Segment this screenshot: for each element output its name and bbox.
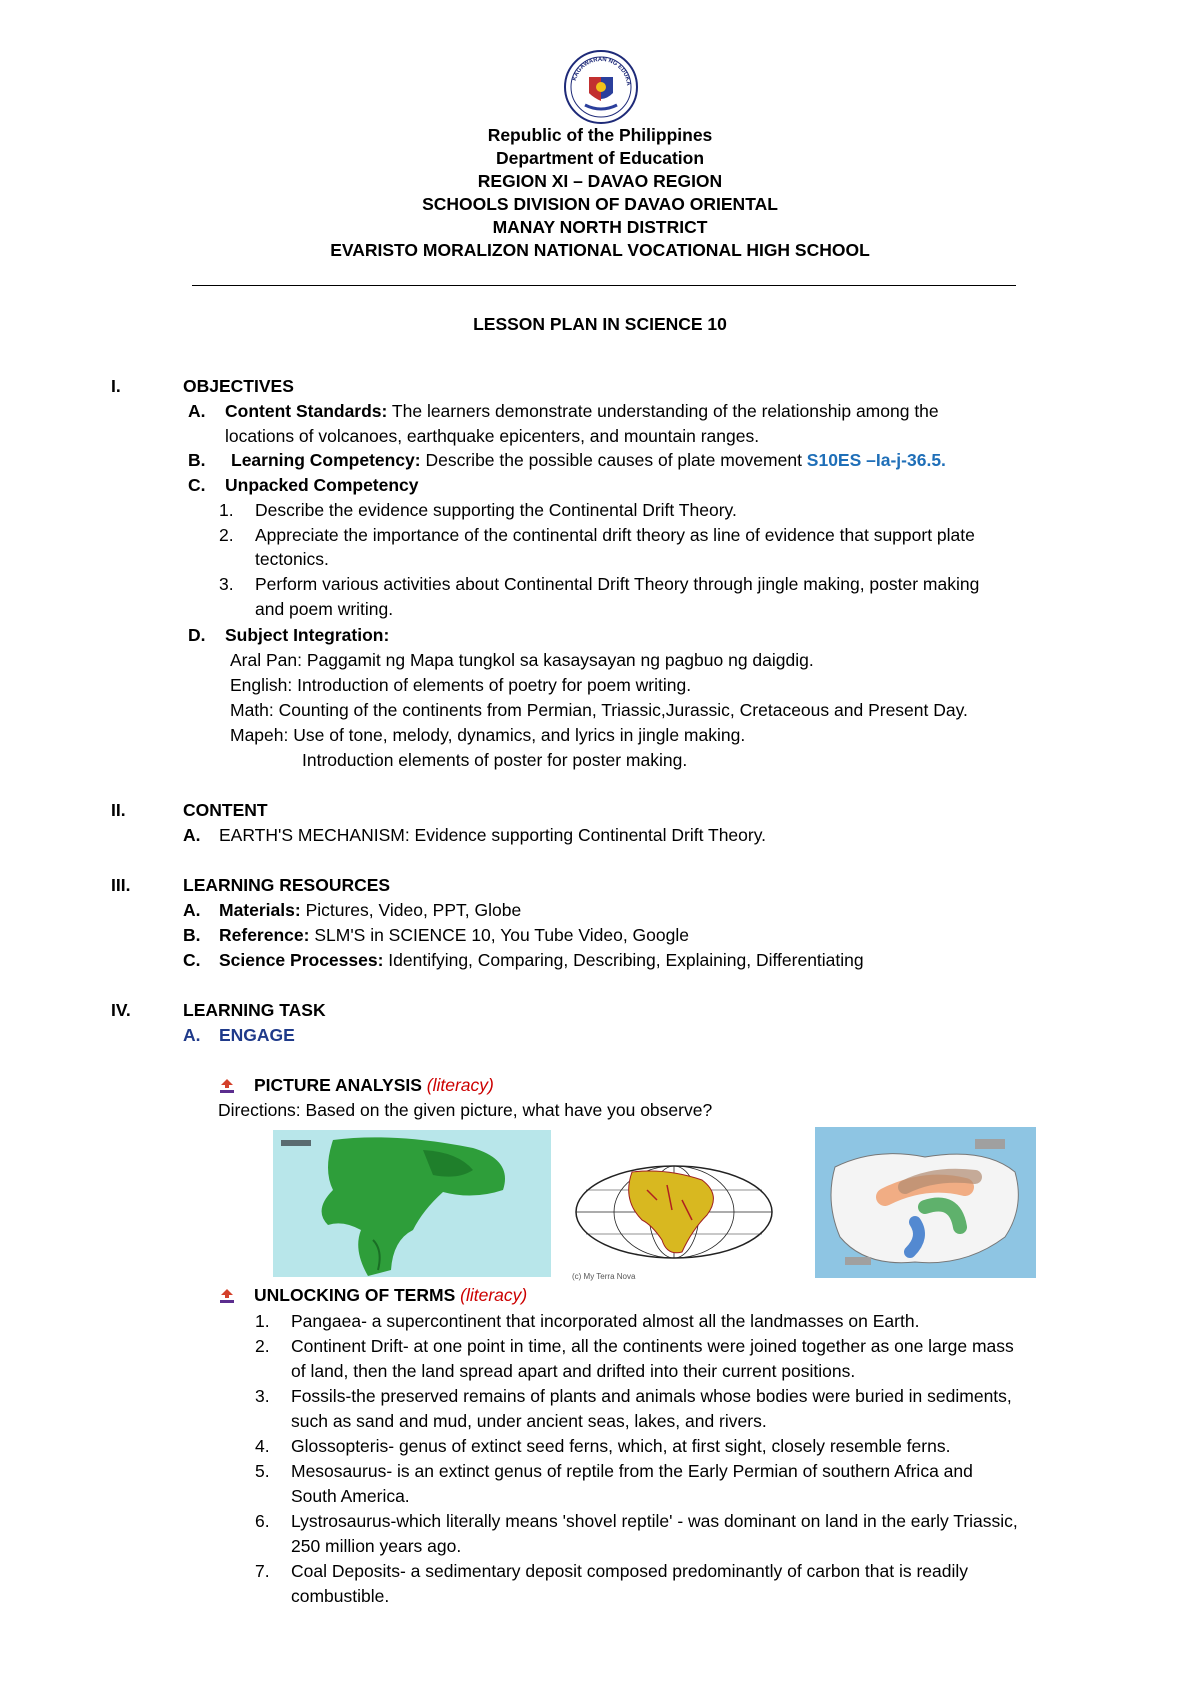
unpacked-competency-label: Unpacked Competency [225,475,419,495]
svg-text:KAGAWARAN NG EDUKASYON: KAGAWARAN NG EDUKA [571,56,632,87]
term-text: Pangaea- a supercontinent that incorporated almost all the landmasses on Earth. [291,1311,920,1331]
integration-line: Introduction elements of poster for poster making. [302,750,688,770]
term-num: 2. [255,1336,270,1356]
engage-letter: A. [183,1025,201,1045]
term-text: Glossopteris- genus of extinct seed ferns, which, at first sight, closely resemble ferns. [291,1436,951,1456]
term-text-cont: such as sand and mud, under ancient seas, lakes, and rivers. [291,1411,767,1431]
world-projection-image [572,1160,777,1270]
picture-analysis-label: PICTURE ANALYSIS [254,1075,422,1095]
fossil-distribution-image [815,1127,1036,1278]
term-text: Continent Drift- at one point in time, all the continents were joined together as one large mass [291,1336,1014,1356]
objective-b-line [231,449,946,472]
term-text-cont: of land, then the land spread apart and drifted into their current positions. [291,1361,856,1381]
term-num: 7. [255,1561,270,1581]
arrow-bullet-icon [218,1077,236,1095]
picture-analysis-heading [254,1074,494,1097]
objective-a-line2: locations of volcanoes, earthquake epicenters, and mountain ranges. [225,426,760,446]
content-standards-label: Content Standards: [225,401,388,421]
objective-a-line1 [225,400,939,423]
term-num: 6. [255,1511,270,1531]
header-line-district: MANAY NORTH DISTRICT [492,217,708,237]
header-divider [192,285,1016,286]
resource-letter: C. [183,950,201,970]
engage-label: ENGAGE [219,1025,295,1045]
resource-letter: B. [183,925,201,945]
header-line-department: Department of Education [495,148,705,168]
resource-text: SLM'S in SCIENCE 10, You Tube Video, Google [309,925,689,945]
header-line-region: REGION XI – DAVAO REGION [477,171,723,191]
subject-integration-label: Subject Integration: [225,625,390,645]
deped-seal-logo [563,49,639,125]
objective-c-letter: C. [188,475,206,495]
resource-line [219,924,689,947]
content-a-text: EARTH'S MECHANISM: Evidence supporting Continental Drift Theory. [219,825,767,845]
term-text-cont: combustible. [291,1586,390,1606]
image-caption: (c) My Terra Nova [572,1272,636,1281]
document-title: LESSON PLAN IN SCIENCE 10 [473,314,727,334]
learning-competency-text: Describe the possible causes of plate movement [420,450,807,470]
term-num: 4. [255,1436,270,1456]
term-num: 5. [255,1461,270,1481]
picture-analysis-directions: Directions: Based on the given picture, what have you observe? [218,1100,713,1120]
unpacked-item-num: 3. [219,574,234,594]
term-text-cont: 250 million years ago. [291,1536,462,1556]
term-text-cont: South America. [291,1486,410,1506]
resource-line [219,949,864,972]
unpacked-item-text: Perform various activities about Continental Drift Theory through jingle making, poster making [255,574,980,594]
term-text: Mesosaurus- is an extinct genus of reptile from the Early Permian of southern Africa and [291,1461,973,1481]
section-heading-task: LEARNING TASK [183,1000,326,1020]
section-heading-objectives: OBJECTIVES [183,376,294,396]
resource-label: Science Processes: [219,950,384,970]
competency-code: S10ES –Ia-j-36.5. [806,450,946,470]
term-num: 3. [255,1386,270,1406]
objective-b-letter: B. [188,450,206,470]
unpacked-item-text-cont: and poem writing. [255,599,394,619]
unpacked-item-text-cont: tectonics. [255,549,329,569]
resource-text: Pictures, Video, PPT, Globe [300,900,522,920]
integration-line: Mapeh: Use of tone, melody, dynamics, and lyrics in jingle making. [230,725,746,745]
integration-line: English: Introduction of elements of poetry for poem writing. [230,675,692,695]
section-num-task: IV. [111,1000,131,1020]
header-line-republic: Republic of the Philippines [487,125,713,145]
term-text: Fossils-the preserved remains of plants and animals whose bodies were buried in sediments, [291,1386,1012,1406]
term-text: Lystrosaurus-which literally means 'shovel reptile' - was dominant on land in the early Triassic, [291,1511,1018,1531]
header-line-school: EVARISTO MORALIZON NATIONAL VOCATIONAL HIGH SCHOOL [330,240,870,260]
content-standards-text: The learners demonstrate understanding of the relationship among the [387,401,939,421]
section-num-content: II. [111,800,126,820]
unpacked-item-text: Appreciate the importance of the continental drift theory as line of evidence that support plate [255,525,975,545]
section-num-resources: III. [111,875,131,895]
section-heading-content: CONTENT [183,800,268,820]
unpacked-item-text: Describe the evidence supporting the Continental Drift Theory. [255,500,737,520]
objective-a-letter: A. [188,401,206,421]
arrow-bullet-icon [218,1287,236,1305]
resource-label: Materials: [219,900,301,920]
resource-letter: A. [183,900,201,920]
section-heading-resources: LEARNING RESOURCES [183,875,391,895]
picture-analysis-tag: (literacy) [426,1075,494,1095]
resource-label: Reference: [219,925,310,945]
unlocking-terms-tag: (literacy) [460,1285,528,1305]
learning-competency-label: Learning Competency: [231,450,421,470]
unlocking-terms-label: UNLOCKING OF TERMS [254,1285,456,1305]
resource-line [219,899,521,922]
pangaea-map-image [273,1130,551,1277]
integration-line: Aral Pan: Paggamit ng Mapa tungkol sa kasaysayan ng pagbuo ng daigdig. [230,650,814,670]
term-text: Coal Deposits- a sedimentary deposit composed predominantly of carbon that is readily [291,1561,969,1581]
header-line-division: SCHOOLS DIVISION OF DAVAO ORIENTAL [422,194,778,214]
section-num-objectives: I. [111,376,121,396]
content-a-letter: A. [183,825,201,845]
unlocking-terms-heading [254,1284,527,1307]
unpacked-item-num: 1. [219,500,234,520]
resource-text: Identifying, Comparing, Describing, Explaining, Differentiating [383,950,864,970]
integration-line: Math: Counting of the continents from Permian, Triassic,Jurassic, Cretaceous and Present Day. [230,700,968,720]
unpacked-item-num: 2. [219,525,234,545]
objective-d-letter: D. [188,625,206,645]
term-num: 1. [255,1311,270,1331]
